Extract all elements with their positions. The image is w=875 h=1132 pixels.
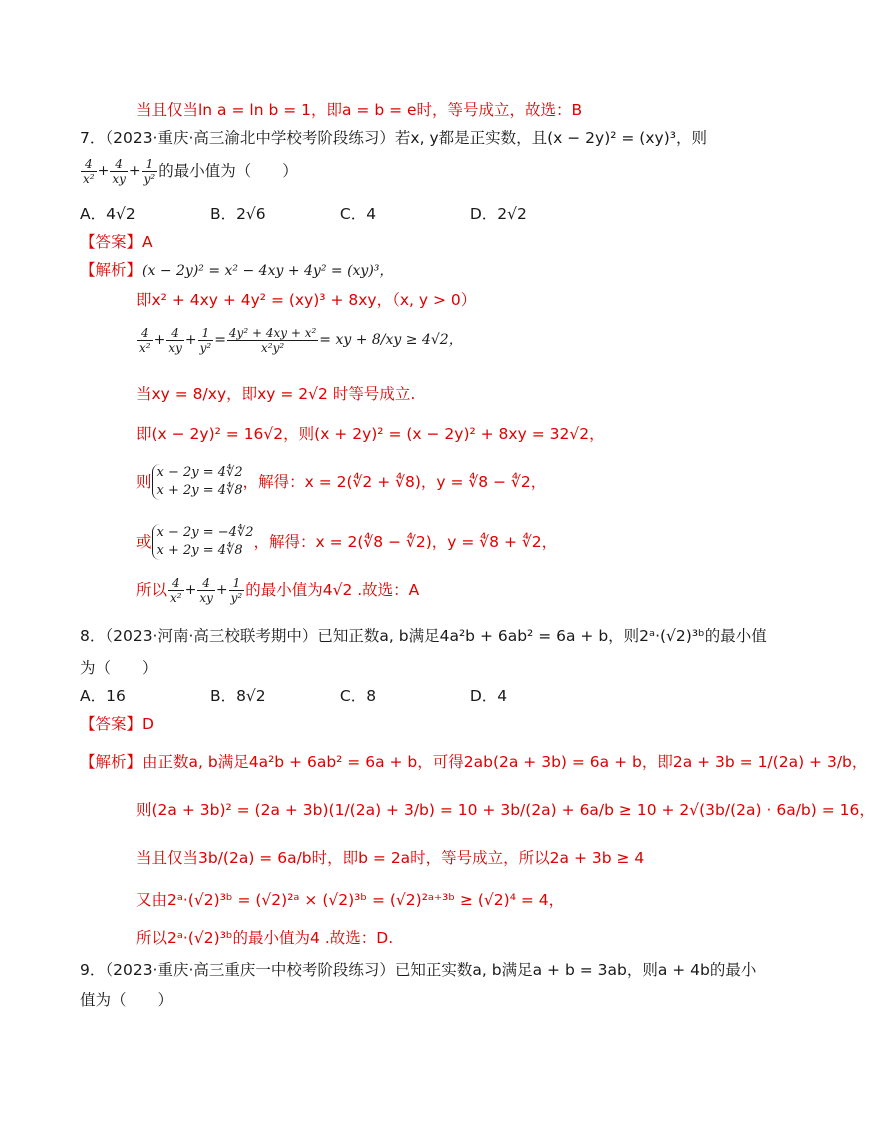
option-a: A．16: [80, 687, 126, 705]
question-9-stem-2: [80, 990, 173, 1010]
text: 当且仅当ln a = ln b = 1，即a = b = e时，等号成立，故选：B: [136, 101, 583, 119]
solution-7-line-3: $\frac{4}{\text{x²}}$ + $\frac{4}{xy}$ + $\frac{1}{\text{y²}}$ = $\frac{\text{4y² + 4xy + x²}}{\text{x²y²}}$ = xy + 8/xy ≥ 4√2，: [139, 325, 463, 355]
solution-label: 【解析】: [80, 261, 143, 279]
question-9-text: 值为（ ）: [80, 991, 174, 1009]
option-c: C．4: [339, 205, 377, 223]
solution-8-line-2: [136, 800, 875, 820]
answer-7: [80, 232, 153, 252]
text: 的最小值为4√2 .故选：A: [245, 581, 420, 599]
fraction: $\frac{\text{4y² + 4xy + x²}}{\text{x²y²}}$: [228, 325, 317, 355]
solution-8-line-1: [80, 752, 867, 772]
text: = xy + 8/xy ≥ 4√2，: [319, 332, 463, 348]
text: 又由2ᵃ·(√2)³ᵇ = (√2)²ᵃ × (√2)³ᵇ = (√2)²ᵃ⁺³ᵇ ≥ (√2)⁴ = 4，: [136, 891, 565, 909]
question-7-expression: $\frac{4}{\text{x²}}$ + $\frac{4}{xy}$ + $\frac{1}{\text{y²}}$ 的最小值为（ ）: [83, 156, 298, 186]
equation-system: x − 2y = 4∜2 x + 2y = 4∜8: [152, 464, 243, 500]
text: 当xy = 8/xy，即xy = 2√2 时等号成立.: [136, 385, 416, 403]
question-7-stem: [80, 128, 707, 148]
solution-7-line-1: [80, 260, 393, 281]
solution-label: 【解析】: [80, 753, 143, 771]
solution-7-line-7: [136, 520, 557, 564]
option-d: D．4: [469, 687, 508, 705]
fraction: $\frac{1}{\text{y²}}$: [143, 156, 156, 186]
fraction: $\frac{4}{xy}$: [112, 156, 126, 186]
answer-text: 【答案】A: [80, 233, 153, 251]
option-b: B．8√2: [209, 687, 266, 705]
option-b: B．2√6: [209, 205, 266, 223]
question-8-text: 8．（2023·河南·高三校联考期中）已知正数a, b满足4a²b + 6ab² = 6a + b，则2ᵃ·(√2)³ᵇ的最小值: [80, 627, 767, 645]
text: (x − 2y)² = x² − 4xy + 4y² = (xy)³，: [142, 263, 394, 279]
question-9-stem: [80, 960, 756, 980]
text: 所以2ᵃ·(√2)³ᵇ的最小值为4 .故选：D.: [136, 929, 394, 947]
question-7-text: 7．（2023·重庆·高三渝北中学校考阶段练习）若x, y都是正实数，且(x − 2y)² = (xy)³，则: [80, 129, 707, 147]
option-d: D．2√2: [469, 205, 527, 223]
question-7-tail: 的最小值为（ ）: [158, 162, 298, 180]
question-8-stem-2: [80, 658, 158, 678]
text: 则(2a + 3b)² = (2a + 3b)(1/(2a) + 3/b) = 10 + 3b/(2a) + 6a/b ≥ 10 + 2√(3b/(2a) · 6a/b) = 16，: [136, 801, 875, 819]
text: ，解得：x = 2(∜2 + ∜8)，y = ∜8 − ∜2，: [242, 473, 547, 491]
fraction: $\frac{4}{xy}$: [168, 325, 182, 355]
solution-7-line-6: [136, 460, 546, 504]
equation-system: x − 2y = −4∜2 x + 2y = 4∜8: [152, 524, 254, 560]
solution-8-line-3: [136, 848, 644, 868]
question-8-options: [80, 686, 595, 706]
question-8-stem: [80, 626, 767, 646]
text: 所以: [136, 581, 168, 599]
text: 或: [136, 533, 152, 551]
option-c: C．8: [339, 687, 377, 705]
option-a: A．4√2: [80, 205, 136, 223]
fraction: $\frac{4}{\text{x²}}$: [83, 156, 95, 186]
solution-8-line-4: [136, 890, 564, 910]
text: 当且仅当3b/(2a) = 6a/b时，即b = 2a时，等号成立，所以2a + 3b ≥ 4: [136, 849, 645, 867]
solution-7-line-5: [136, 424, 605, 444]
text: 即(x − 2y)² = 16√2，则(x + 2y)² = (x − 2y)² + 8xy = 32√2，: [136, 425, 605, 443]
question-8-text: 为（ ）: [80, 659, 158, 677]
fraction: $\frac{4}{\text{x²}}$: [170, 575, 182, 605]
solution-7-line-2: [136, 290, 476, 310]
solution-7-line-8: 所以 $\frac{4}{\text{x²}}$ + $\frac{4}{xy}$ + $\frac{1}{\text{y²}}$ 的最小值为4√2 .故选：A: [136, 575, 420, 605]
fraction: $\frac{1}{\text{y²}}$: [199, 325, 212, 355]
fraction: $\frac{1}{\text{y²}}$: [230, 575, 243, 605]
text: ，解得：x = 2(∜8 − ∜2)，y = ∜8 + ∜2，: [253, 533, 558, 551]
text: 由正数a, b满足4a²b + 6ab² = 6a + b，可得2ab(2a + 3b) = 6a + b，即2a + 3b = 1/(2a) + 3/b，: [142, 753, 868, 771]
answer-8: [80, 714, 154, 734]
text: 即x² + 4xy + 4y² = (xy)³ + 8xy，（x, y > 0）: [136, 291, 477, 309]
answer-text: 【答案】D: [80, 715, 154, 733]
solution-line-q6-end: [136, 100, 582, 120]
fraction: $\frac{4}{xy}$: [199, 575, 213, 605]
solution-7-line-4: [136, 384, 415, 404]
solution-8-line-5: [136, 928, 393, 948]
text: 则: [136, 473, 152, 491]
question-9-text: 9．（2023·重庆·高三重庆一中校考阶段练习）已知正实数a, b满足a + b = 3ab，则a + 4b的最小: [80, 961, 757, 979]
question-7-options: [80, 204, 595, 224]
fraction: $\frac{4}{\text{x²}}$: [139, 325, 151, 355]
